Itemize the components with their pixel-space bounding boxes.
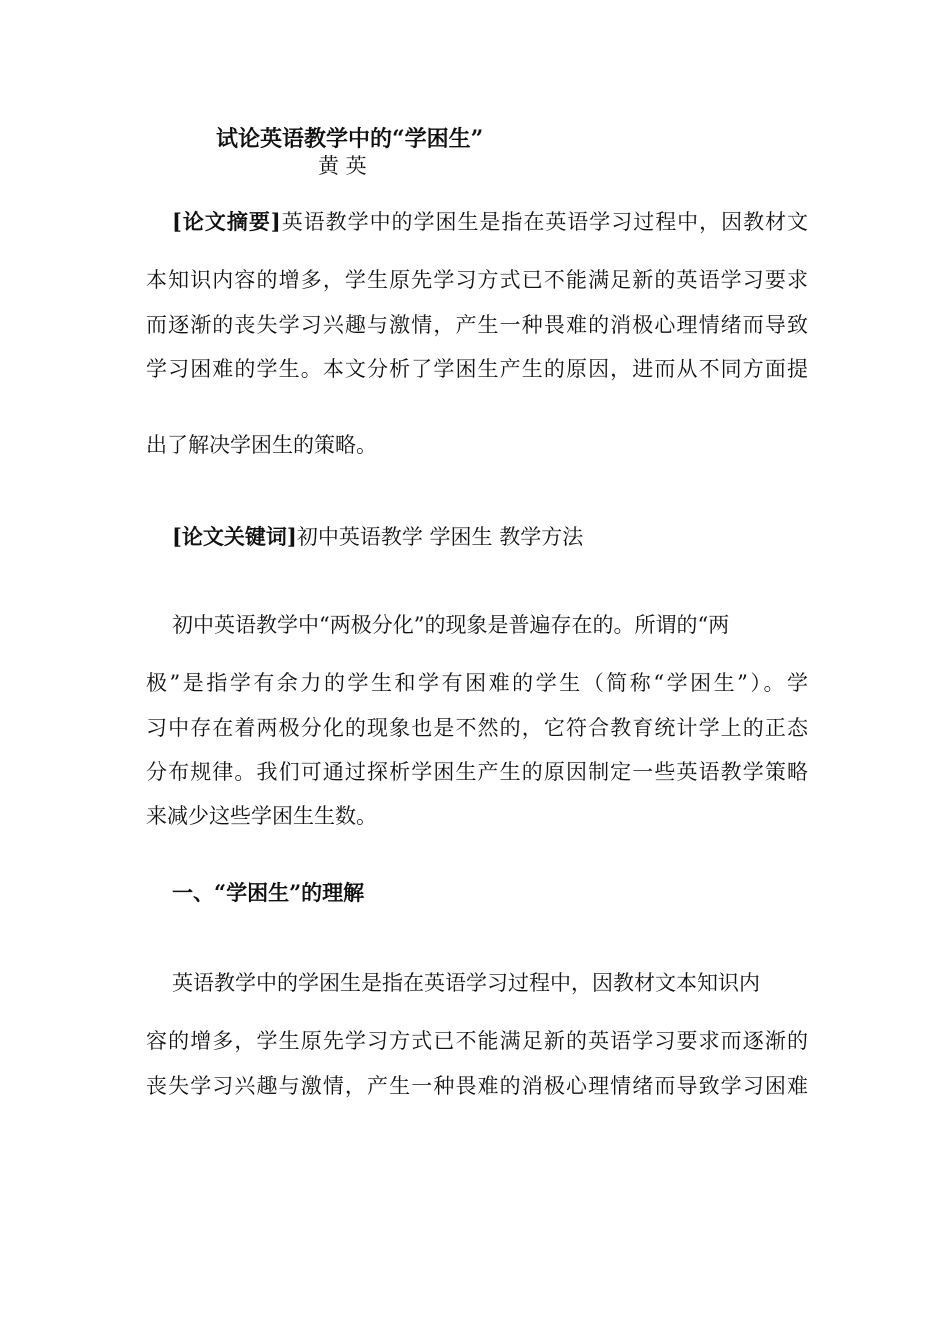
abstract-label: [论文摘要] (172, 209, 281, 234)
intro-line: 极”是指学有余力的学生和学有困难的学生（简称“学困生”）。学 (146, 671, 808, 695)
intro-line: 来减少这些学困生生数。 (146, 804, 377, 828)
abstract-line (146, 209, 808, 235)
keywords-label: [论文关键词] (172, 524, 297, 549)
intro-line: 初中英语教学中“两极分化”的现象是普遍存在的。所谓的“两 (172, 613, 730, 637)
section-heading: 一、“学困生”的理解 (172, 880, 365, 905)
section1-line: 丧失学习兴趣与激情，产生一种畏难的消极心理情绪而导致学习困难 (146, 1074, 808, 1098)
abstract-line: 出了解决学困生的策略。 (146, 433, 377, 457)
intro-line: 分布规律。我们可通过探析学困生产生的原因制定一些英语教学策略 (146, 760, 808, 784)
keywords-line (172, 524, 583, 550)
keywords-text: 初中英语教学 学困生 教学方法 (296, 525, 584, 549)
abstract-line: 而逐渐的丧失学习兴趣与激情，产生一种畏难的消极心理情绪而导致 (146, 313, 808, 337)
document-author: 黄 英 (318, 154, 367, 178)
abstract-line: 学习困难的学生。本文分析了学困生产生的原因，进而从不同方面提 (146, 357, 808, 381)
intro-line: 习中存在着两极分化的现象也是不然的，它符合教育统计学上的正态 (146, 716, 808, 740)
section1-line: 英语教学中的学困生是指在英语学习过程中，因教材文本知识内 (172, 971, 760, 995)
document-title: 试论英语教学中的“学困生” (216, 126, 484, 152)
section1-line: 容的增多，学生原先学习方式已不能满足新的英语学习要求而逐渐的 (146, 1029, 808, 1053)
abstract-line: 本知识内容的增多，学生原先学习方式已不能满足新的英语学习要求 (146, 268, 808, 292)
abstract-line-text: 英语教学中的学困生是指在英语学习过程中，因教材文 (280, 210, 809, 234)
